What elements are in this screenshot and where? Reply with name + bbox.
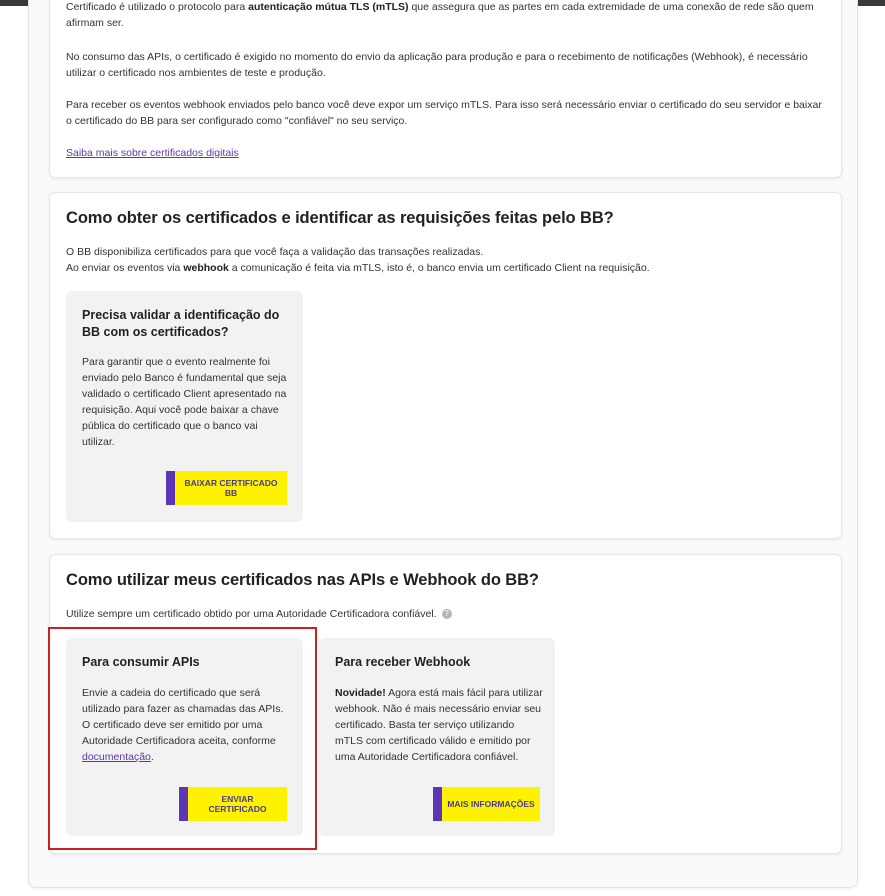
validate-bb-box <box>66 291 303 522</box>
help-icon[interactable]: ? <box>442 609 452 619</box>
obtain-certificates-line-1: O BB disponibiliza certificados para que você faça a validação das transações realizadas. <box>66 246 484 258</box>
download-bb-certificate-label: BAIXAR CERTIFICADO BB <box>184 478 278 498</box>
documentation-link[interactable]: documentação <box>82 751 151 763</box>
mtls-paragraph-1: Certificado é utilizado o protocolo para autenticação mútua TLS (mTLS) que assegura que as partes em cada extremidade de uma conexão de rede são quem afirmam ser. <box>66 1 814 29</box>
highlight-rectangle <box>48 627 317 850</box>
button-accent-bar <box>433 787 442 821</box>
mtls-paragraph-2: No consumo das APIs, o certificado é exigido no momento do envio da aplicação para produção e para o recebimento de notificações (Webhook), é necessário utilizar o certificado nos ambientes de teste e produção. <box>66 51 808 79</box>
send-certificate-label: ENVIAR CERTIFICADO <box>208 794 267 814</box>
download-bb-certificate-button[interactable] <box>166 471 287 505</box>
more-information-button[interactable] <box>433 787 540 821</box>
button-accent-bar <box>166 471 175 505</box>
consume-apis-text: Envie a cadeia do certificado que será utilizado para fazer as chamadas das APIs. O certificado deve ser emitido por uma Autoridade Certificadora aceita, conforme documentação. <box>82 687 284 763</box>
obtain-certificates-line-2: Ao enviar os eventos via webhook a comunicação é feita via mTLS, isto é, o banco envia um certificado Client na requisição. <box>66 262 650 274</box>
validate-bb-text: Para garantir que o evento realmente foi enviado pelo Banco é fundamental que seja validado o certificado Client apresentado na requisição. Aqui você pode baixar a chave pública do certificado que o banco vai utilizar. <box>82 356 287 448</box>
receive-webhook-box <box>319 638 555 836</box>
obtain-certificates-card <box>49 192 842 539</box>
consume-apis-title: Para consumir APIs <box>82 655 200 669</box>
more-information-label: MAIS INFORMAÇÕES <box>447 799 535 809</box>
receive-webhook-title: Para receber Webhook <box>335 655 471 669</box>
validate-bb-title: Precisa validar a identificação do BB com os certificados? <box>82 308 280 339</box>
mtls-info-card <box>49 0 842 178</box>
obtain-certificates-title: Como obter os certificados e identificar as requisições feitas pelo BB? <box>66 209 614 227</box>
use-certificates-intro: Utilize sempre um certificado obtido por uma Autoridade Certificadora confiável. ? <box>66 606 826 622</box>
learn-more-certificates-link[interactable]: Saiba mais sobre certificados digitais <box>66 147 239 159</box>
mtls-paragraph-3: Para receber os eventos webhook enviados pelo banco você deve expor um serviço mTLS. Para isso será necessário enviar o certificado do seu servidor e baixar o certificado do BB para ser configurado como "confiável" no seu serviço. <box>66 99 822 127</box>
receive-webhook-text: Novidade! Agora está mais fácil para utilizar webhook. Não é mais necessário enviar seu certificado. Basta ter serviço utilizando mTLS com certificado válido e emitido por uma Autoridade Certificadora confiável. <box>335 687 543 763</box>
use-certificates-title: Como utilizar meus certificados nas APIs e Webhook do BB? <box>66 571 539 589</box>
